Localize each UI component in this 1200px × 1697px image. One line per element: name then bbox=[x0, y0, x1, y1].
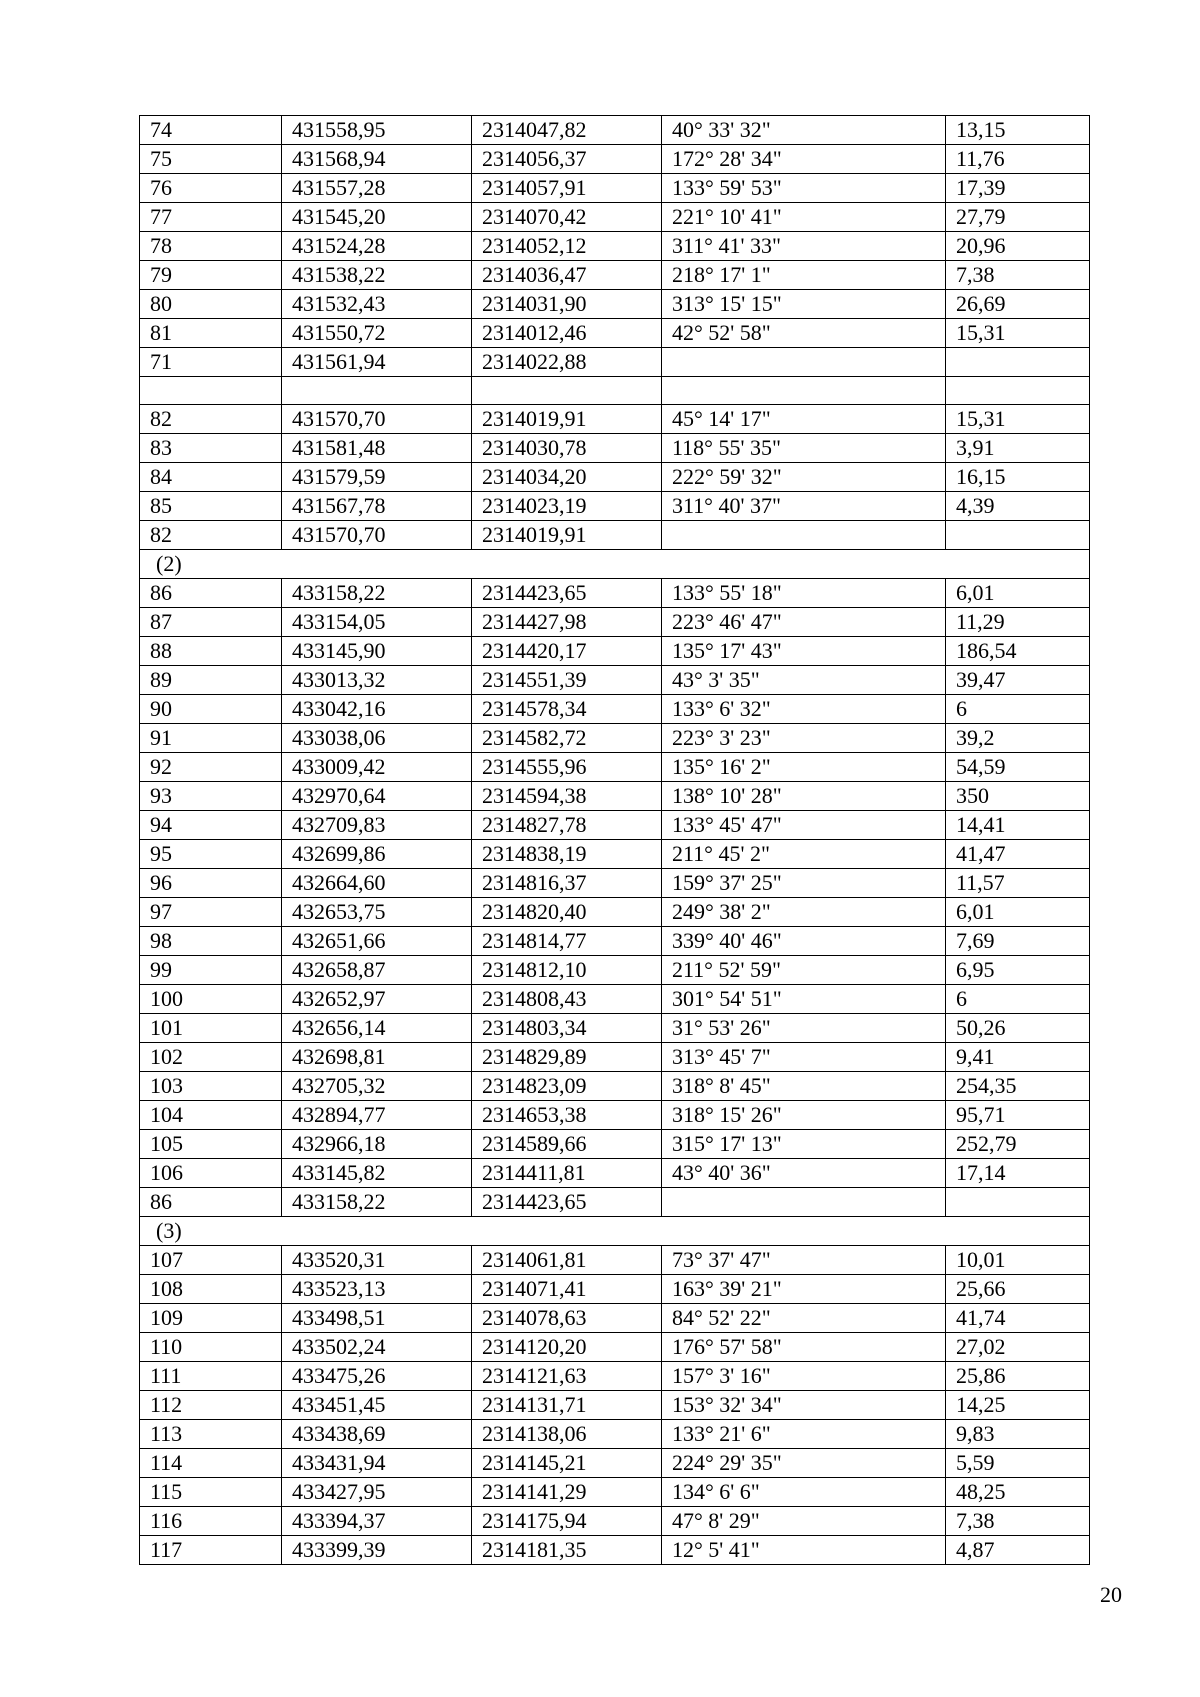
distance-cell: 350 bbox=[946, 782, 1090, 811]
x-coordinate-cell: 432653,75 bbox=[282, 898, 472, 927]
x-coordinate-cell: 431568,94 bbox=[282, 145, 472, 174]
distance-cell: 11,29 bbox=[946, 608, 1090, 637]
point-number-cell: 114 bbox=[140, 1449, 282, 1478]
y-coordinate-cell: 2314823,09 bbox=[472, 1072, 662, 1101]
distance-cell: 7,38 bbox=[946, 261, 1090, 290]
y-coordinate-cell: 2314056,37 bbox=[472, 145, 662, 174]
table-row bbox=[140, 1275, 1090, 1304]
point-number-cell: 84 bbox=[140, 463, 282, 492]
x-coordinate-cell: 431561,94 bbox=[282, 348, 472, 377]
table-row bbox=[140, 608, 1090, 637]
x-coordinate-cell: 432970,64 bbox=[282, 782, 472, 811]
distance-cell: 41,74 bbox=[946, 1304, 1090, 1333]
x-coordinate-cell: 432652,97 bbox=[282, 985, 472, 1014]
y-coordinate-cell: 2314047,82 bbox=[472, 116, 662, 145]
table-row bbox=[140, 1507, 1090, 1536]
bearing-cell bbox=[662, 521, 946, 550]
bearing-cell: 118° 55' 35" bbox=[662, 434, 946, 463]
table-row bbox=[140, 840, 1090, 869]
point-number-cell: 83 bbox=[140, 434, 282, 463]
x-coordinate-cell: 431581,48 bbox=[282, 434, 472, 463]
point-number-cell: 86 bbox=[140, 1188, 282, 1217]
distance-cell: 11,57 bbox=[946, 869, 1090, 898]
section-label: (3) bbox=[140, 1217, 1090, 1246]
bearing-cell: 134° 6' 6" bbox=[662, 1478, 946, 1507]
bearing-cell: 223° 3' 23" bbox=[662, 724, 946, 753]
table-row bbox=[140, 666, 1090, 695]
point-number-cell: 92 bbox=[140, 753, 282, 782]
y-coordinate-cell: 2314012,46 bbox=[472, 319, 662, 348]
distance-cell: 11,76 bbox=[946, 145, 1090, 174]
bearing-cell: 12° 5' 41" bbox=[662, 1536, 946, 1565]
x-coordinate-cell: 431532,43 bbox=[282, 290, 472, 319]
x-coordinate-cell: 433438,69 bbox=[282, 1420, 472, 1449]
x-coordinate-cell: 431545,20 bbox=[282, 203, 472, 232]
bearing-cell: 42° 52' 58" bbox=[662, 319, 946, 348]
y-coordinate-cell: 2314827,78 bbox=[472, 811, 662, 840]
distance-cell: 27,79 bbox=[946, 203, 1090, 232]
point-number-cell: 95 bbox=[140, 840, 282, 869]
x-coordinate-cell: 431570,70 bbox=[282, 521, 472, 550]
y-coordinate-cell: 2314131,71 bbox=[472, 1391, 662, 1420]
point-number-cell: 82 bbox=[140, 405, 282, 434]
section-label: (2) bbox=[140, 550, 1090, 579]
x-coordinate-cell: 432664,60 bbox=[282, 869, 472, 898]
distance-cell: 7,38 bbox=[946, 1507, 1090, 1536]
distance-cell: 4,87 bbox=[946, 1536, 1090, 1565]
x-coordinate-cell: 433431,94 bbox=[282, 1449, 472, 1478]
y-coordinate-cell: 2314812,10 bbox=[472, 956, 662, 985]
y-coordinate-cell: 2314803,34 bbox=[472, 1014, 662, 1043]
coordinates-table bbox=[139, 115, 1090, 1565]
x-coordinate-cell: 432894,77 bbox=[282, 1101, 472, 1130]
distance-cell: 39,47 bbox=[946, 666, 1090, 695]
y-coordinate-cell: 2314022,88 bbox=[472, 348, 662, 377]
x-coordinate-cell: 431550,72 bbox=[282, 319, 472, 348]
x-coordinate-cell: 433520,31 bbox=[282, 1246, 472, 1275]
x-coordinate-cell: 431567,78 bbox=[282, 492, 472, 521]
distance-cell bbox=[946, 521, 1090, 550]
x-coordinate-cell: 433502,24 bbox=[282, 1333, 472, 1362]
distance-cell: 4,39 bbox=[946, 492, 1090, 521]
table-row bbox=[140, 1391, 1090, 1420]
bearing-cell: 73° 37' 47" bbox=[662, 1246, 946, 1275]
bearing-cell: 157° 3' 16" bbox=[662, 1362, 946, 1391]
point-number-cell: 86 bbox=[140, 579, 282, 608]
table-row bbox=[140, 869, 1090, 898]
x-coordinate-cell: 433158,22 bbox=[282, 579, 472, 608]
y-coordinate-cell: 2314034,20 bbox=[472, 463, 662, 492]
point-number-cell: 107 bbox=[140, 1246, 282, 1275]
distance-cell: 6,95 bbox=[946, 956, 1090, 985]
y-coordinate-cell: 2314808,43 bbox=[472, 985, 662, 1014]
x-coordinate-cell: 433475,26 bbox=[282, 1362, 472, 1391]
bearing-cell: 313° 15' 15" bbox=[662, 290, 946, 319]
bearing-cell: 223° 46' 47" bbox=[662, 608, 946, 637]
y-coordinate-cell: 2314423,65 bbox=[472, 579, 662, 608]
bearing-cell: 318° 8' 45" bbox=[662, 1072, 946, 1101]
bearing-cell: 45° 14' 17" bbox=[662, 405, 946, 434]
distance-cell: 20,96 bbox=[946, 232, 1090, 261]
table-row bbox=[140, 782, 1090, 811]
point-number-cell: 82 bbox=[140, 521, 282, 550]
x-coordinate-cell: 432698,81 bbox=[282, 1043, 472, 1072]
y-coordinate-cell: 2314057,91 bbox=[472, 174, 662, 203]
bearing-cell: 84° 52' 22" bbox=[662, 1304, 946, 1333]
y-coordinate-cell: 2314019,91 bbox=[472, 521, 662, 550]
distance-cell bbox=[946, 348, 1090, 377]
x-coordinate-cell: 433038,06 bbox=[282, 724, 472, 753]
y-coordinate-cell: 2314071,41 bbox=[472, 1275, 662, 1304]
y-coordinate-cell: 2314070,42 bbox=[472, 203, 662, 232]
distance-cell: 54,59 bbox=[946, 753, 1090, 782]
y-coordinate-cell: 2314145,21 bbox=[472, 1449, 662, 1478]
bearing-cell: 211° 52' 59" bbox=[662, 956, 946, 985]
table-row bbox=[140, 1478, 1090, 1507]
table-row bbox=[140, 1014, 1090, 1043]
distance-cell: 7,69 bbox=[946, 927, 1090, 956]
table-row bbox=[140, 1420, 1090, 1449]
y-coordinate-cell: 2314838,19 bbox=[472, 840, 662, 869]
point-number-cell: 113 bbox=[140, 1420, 282, 1449]
point-number-cell: 116 bbox=[140, 1507, 282, 1536]
y-coordinate-cell: 2314019,91 bbox=[472, 405, 662, 434]
point-number-cell: 100 bbox=[140, 985, 282, 1014]
bearing-cell: 218° 17' 1" bbox=[662, 261, 946, 290]
point-number-cell: 76 bbox=[140, 174, 282, 203]
x-coordinate-cell: 432709,83 bbox=[282, 811, 472, 840]
distance-cell: 252,79 bbox=[946, 1130, 1090, 1159]
bearing-cell: 133° 55' 18" bbox=[662, 579, 946, 608]
bearing-cell: 339° 40' 46" bbox=[662, 927, 946, 956]
point-number-cell: 89 bbox=[140, 666, 282, 695]
point-number-cell: 79 bbox=[140, 261, 282, 290]
x-coordinate-cell: 433154,05 bbox=[282, 608, 472, 637]
table-row bbox=[140, 434, 1090, 463]
point-number-cell: 88 bbox=[140, 637, 282, 666]
distance-cell: 27,02 bbox=[946, 1333, 1090, 1362]
y-coordinate-cell: 2314052,12 bbox=[472, 232, 662, 261]
point-number-cell: 97 bbox=[140, 898, 282, 927]
bearing-cell: 221° 10' 41" bbox=[662, 203, 946, 232]
bearing-cell: 153° 32' 34" bbox=[662, 1391, 946, 1420]
table-row bbox=[140, 521, 1090, 550]
bearing-cell: 311° 41' 33" bbox=[662, 232, 946, 261]
x-coordinate-cell: 433523,13 bbox=[282, 1275, 472, 1304]
table-row bbox=[140, 1449, 1090, 1478]
y-coordinate-cell: 2314175,94 bbox=[472, 1507, 662, 1536]
table-row bbox=[140, 405, 1090, 434]
y-coordinate-cell: 2314141,29 bbox=[472, 1478, 662, 1507]
table-row bbox=[140, 203, 1090, 232]
x-coordinate-cell: 433399,39 bbox=[282, 1536, 472, 1565]
x-coordinate-cell: 433145,82 bbox=[282, 1159, 472, 1188]
y-coordinate-cell: 2314036,47 bbox=[472, 261, 662, 290]
table-row bbox=[140, 724, 1090, 753]
table-row bbox=[140, 116, 1090, 145]
bearing-cell: 159° 37' 25" bbox=[662, 869, 946, 898]
bearing-cell bbox=[662, 1188, 946, 1217]
bearing-cell: 172° 28' 34" bbox=[662, 145, 946, 174]
point-number-cell: 110 bbox=[140, 1333, 282, 1362]
y-coordinate-cell: 2314829,89 bbox=[472, 1043, 662, 1072]
y-coordinate-cell: 2314427,98 bbox=[472, 608, 662, 637]
point-number-cell: 91 bbox=[140, 724, 282, 753]
bearing-cell: 138° 10' 28" bbox=[662, 782, 946, 811]
x-coordinate-cell: 432699,86 bbox=[282, 840, 472, 869]
point-number-cell: 102 bbox=[140, 1043, 282, 1072]
distance-cell: 15,31 bbox=[946, 319, 1090, 348]
distance-cell: 17,39 bbox=[946, 174, 1090, 203]
table-row bbox=[140, 1159, 1090, 1188]
point-number-cell: 80 bbox=[140, 290, 282, 319]
bearing-cell: 224° 29' 35" bbox=[662, 1449, 946, 1478]
distance-cell: 14,41 bbox=[946, 811, 1090, 840]
distance-cell: 254,35 bbox=[946, 1072, 1090, 1101]
coordinates-table-body bbox=[140, 116, 1090, 1565]
point-number-cell: 96 bbox=[140, 869, 282, 898]
distance-cell: 9,83 bbox=[946, 1420, 1090, 1449]
page-number: 20 bbox=[1100, 1582, 1122, 1607]
distance-cell: 9,41 bbox=[946, 1043, 1090, 1072]
table-row bbox=[140, 985, 1090, 1014]
bearing-cell: 43° 40' 36" bbox=[662, 1159, 946, 1188]
y-coordinate-cell: 2314138,06 bbox=[472, 1420, 662, 1449]
distance-cell: 50,26 bbox=[946, 1014, 1090, 1043]
y-coordinate-cell: 2314121,63 bbox=[472, 1362, 662, 1391]
table-row bbox=[140, 1072, 1090, 1101]
point-number-cell: 99 bbox=[140, 956, 282, 985]
distance-cell: 17,14 bbox=[946, 1159, 1090, 1188]
point-number-cell: 71 bbox=[140, 348, 282, 377]
point-number-cell: 108 bbox=[140, 1275, 282, 1304]
table-row bbox=[140, 811, 1090, 840]
y-coordinate-cell: 2314555,96 bbox=[472, 753, 662, 782]
point-number-cell: 101 bbox=[140, 1014, 282, 1043]
distance-cell: 6,01 bbox=[946, 579, 1090, 608]
point-number-cell: 87 bbox=[140, 608, 282, 637]
distance-cell bbox=[946, 1188, 1090, 1217]
bearing-cell: 249° 38' 2" bbox=[662, 898, 946, 927]
table-row bbox=[140, 695, 1090, 724]
bearing-cell: 163° 39' 21" bbox=[662, 1275, 946, 1304]
point-number-cell: 103 bbox=[140, 1072, 282, 1101]
x-coordinate-cell: 433013,32 bbox=[282, 666, 472, 695]
distance-cell: 16,15 bbox=[946, 463, 1090, 492]
bearing-cell: 47° 8' 29" bbox=[662, 1507, 946, 1536]
distance-cell: 10,01 bbox=[946, 1246, 1090, 1275]
point-number-cell: 77 bbox=[140, 203, 282, 232]
bearing-cell: 43° 3' 35" bbox=[662, 666, 946, 695]
table-row bbox=[140, 1101, 1090, 1130]
table-row bbox=[140, 637, 1090, 666]
x-coordinate-cell: 431558,95 bbox=[282, 116, 472, 145]
point-number-cell: 112 bbox=[140, 1391, 282, 1420]
y-coordinate-cell: 2314120,20 bbox=[472, 1333, 662, 1362]
x-coordinate-cell: 431557,28 bbox=[282, 174, 472, 203]
point-number-cell: 117 bbox=[140, 1536, 282, 1565]
bearing-cell bbox=[662, 348, 946, 377]
y-coordinate-cell: 2314030,78 bbox=[472, 434, 662, 463]
bearing-cell: 133° 21' 6" bbox=[662, 1420, 946, 1449]
y-coordinate-cell: 2314078,63 bbox=[472, 1304, 662, 1333]
bearing-cell: 301° 54' 51" bbox=[662, 985, 946, 1014]
point-number-cell: 98 bbox=[140, 927, 282, 956]
point-number-cell: 105 bbox=[140, 1130, 282, 1159]
x-coordinate-cell: 432656,14 bbox=[282, 1014, 472, 1043]
point-number-cell: 111 bbox=[140, 1362, 282, 1391]
y-coordinate-cell: 2314411,81 bbox=[472, 1159, 662, 1188]
y-coordinate-cell: 2314061,81 bbox=[472, 1246, 662, 1275]
y-coordinate-cell: 2314578,34 bbox=[472, 695, 662, 724]
point-number-cell: 106 bbox=[140, 1159, 282, 1188]
y-coordinate-cell: 2314814,77 bbox=[472, 927, 662, 956]
bearing-cell: 133° 59' 53" bbox=[662, 174, 946, 203]
section-row bbox=[140, 1217, 1090, 1246]
x-coordinate-cell: 431579,59 bbox=[282, 463, 472, 492]
distance-cell: 95,71 bbox=[946, 1101, 1090, 1130]
distance-cell: 3,91 bbox=[946, 434, 1090, 463]
bearing-cell: 135° 17' 43" bbox=[662, 637, 946, 666]
point-number-cell: 115 bbox=[140, 1478, 282, 1507]
distance-cell: 186,54 bbox=[946, 637, 1090, 666]
table-row bbox=[140, 463, 1090, 492]
table-row bbox=[140, 898, 1090, 927]
y-coordinate-cell: 2314031,90 bbox=[472, 290, 662, 319]
distance-cell: 25,86 bbox=[946, 1362, 1090, 1391]
x-coordinate-cell: 432705,32 bbox=[282, 1072, 472, 1101]
x-coordinate-cell: 432651,66 bbox=[282, 927, 472, 956]
y-coordinate-cell: 2314423,65 bbox=[472, 1188, 662, 1217]
point-number-cell: 85 bbox=[140, 492, 282, 521]
table-row bbox=[140, 145, 1090, 174]
table-row bbox=[140, 579, 1090, 608]
x-coordinate-cell: 433042,16 bbox=[282, 695, 472, 724]
bearing-cell: 135° 16' 2" bbox=[662, 753, 946, 782]
point-number-cell: 104 bbox=[140, 1101, 282, 1130]
point-number-cell: 78 bbox=[140, 232, 282, 261]
x-coordinate-cell: 433451,45 bbox=[282, 1391, 472, 1420]
table-row bbox=[140, 348, 1090, 377]
y-coordinate-cell: 2314582,72 bbox=[472, 724, 662, 753]
point-number-cell: 75 bbox=[140, 145, 282, 174]
table-row bbox=[140, 1333, 1090, 1362]
section-row bbox=[140, 550, 1090, 579]
bearing-cell: 313° 45' 7" bbox=[662, 1043, 946, 1072]
table-row bbox=[140, 261, 1090, 290]
table-row bbox=[140, 956, 1090, 985]
table-row bbox=[140, 753, 1090, 782]
y-coordinate-cell bbox=[472, 377, 662, 405]
table-row bbox=[140, 1536, 1090, 1565]
point-number-cell: 74 bbox=[140, 116, 282, 145]
table-row bbox=[140, 290, 1090, 319]
y-coordinate-cell: 2314589,66 bbox=[472, 1130, 662, 1159]
distance-cell: 6 bbox=[946, 695, 1090, 724]
x-coordinate-cell: 433009,42 bbox=[282, 753, 472, 782]
distance-cell bbox=[946, 377, 1090, 405]
bearing-cell bbox=[662, 377, 946, 405]
y-coordinate-cell: 2314181,35 bbox=[472, 1536, 662, 1565]
table-row bbox=[140, 1246, 1090, 1275]
table-row bbox=[140, 492, 1090, 521]
point-number-cell: 90 bbox=[140, 695, 282, 724]
distance-cell: 6,01 bbox=[946, 898, 1090, 927]
x-coordinate-cell: 431538,22 bbox=[282, 261, 472, 290]
point-number-cell: 94 bbox=[140, 811, 282, 840]
distance-cell: 15,31 bbox=[946, 405, 1090, 434]
table-row bbox=[140, 1043, 1090, 1072]
bearing-cell: 222° 59' 32" bbox=[662, 463, 946, 492]
y-coordinate-cell: 2314023,19 bbox=[472, 492, 662, 521]
table-row bbox=[140, 927, 1090, 956]
point-number-cell: 93 bbox=[140, 782, 282, 811]
distance-cell: 6 bbox=[946, 985, 1090, 1014]
y-coordinate-cell: 2314594,38 bbox=[472, 782, 662, 811]
distance-cell: 13,15 bbox=[946, 116, 1090, 145]
bearing-cell: 311° 40' 37" bbox=[662, 492, 946, 521]
table-row bbox=[140, 1188, 1090, 1217]
x-coordinate-cell: 432658,87 bbox=[282, 956, 472, 985]
distance-cell: 26,69 bbox=[946, 290, 1090, 319]
bearing-cell: 318° 15' 26" bbox=[662, 1101, 946, 1130]
y-coordinate-cell: 2314420,17 bbox=[472, 637, 662, 666]
x-coordinate-cell: 433394,37 bbox=[282, 1507, 472, 1536]
table-row bbox=[140, 1362, 1090, 1391]
point-number-cell: 109 bbox=[140, 1304, 282, 1333]
point-number-cell bbox=[140, 377, 282, 405]
y-coordinate-cell: 2314653,38 bbox=[472, 1101, 662, 1130]
distance-cell: 5,59 bbox=[946, 1449, 1090, 1478]
x-coordinate-cell bbox=[282, 377, 472, 405]
table-row bbox=[140, 174, 1090, 203]
x-coordinate-cell: 433427,95 bbox=[282, 1478, 472, 1507]
distance-cell: 39,2 bbox=[946, 724, 1090, 753]
table-row bbox=[140, 1304, 1090, 1333]
x-coordinate-cell: 431570,70 bbox=[282, 405, 472, 434]
distance-cell: 48,25 bbox=[946, 1478, 1090, 1507]
table-row bbox=[140, 319, 1090, 348]
y-coordinate-cell: 2314551,39 bbox=[472, 666, 662, 695]
x-coordinate-cell: 433158,22 bbox=[282, 1188, 472, 1217]
distance-cell: 25,66 bbox=[946, 1275, 1090, 1304]
point-number-cell: 81 bbox=[140, 319, 282, 348]
x-coordinate-cell: 432966,18 bbox=[282, 1130, 472, 1159]
bearing-cell: 176° 57' 58" bbox=[662, 1333, 946, 1362]
bearing-cell: 40° 33' 32" bbox=[662, 116, 946, 145]
table-row bbox=[140, 377, 1090, 405]
x-coordinate-cell: 433498,51 bbox=[282, 1304, 472, 1333]
x-coordinate-cell: 431524,28 bbox=[282, 232, 472, 261]
y-coordinate-cell: 2314816,37 bbox=[472, 869, 662, 898]
bearing-cell: 211° 45' 2" bbox=[662, 840, 946, 869]
x-coordinate-cell: 433145,90 bbox=[282, 637, 472, 666]
bearing-cell: 133° 6' 32" bbox=[662, 695, 946, 724]
bearing-cell: 315° 17' 13" bbox=[662, 1130, 946, 1159]
distance-cell: 41,47 bbox=[946, 840, 1090, 869]
y-coordinate-cell: 2314820,40 bbox=[472, 898, 662, 927]
table-row bbox=[140, 232, 1090, 261]
bearing-cell: 133° 45' 47" bbox=[662, 811, 946, 840]
table-row bbox=[140, 1130, 1090, 1159]
bearing-cell: 31° 53' 26" bbox=[662, 1014, 946, 1043]
distance-cell: 14,25 bbox=[946, 1391, 1090, 1420]
